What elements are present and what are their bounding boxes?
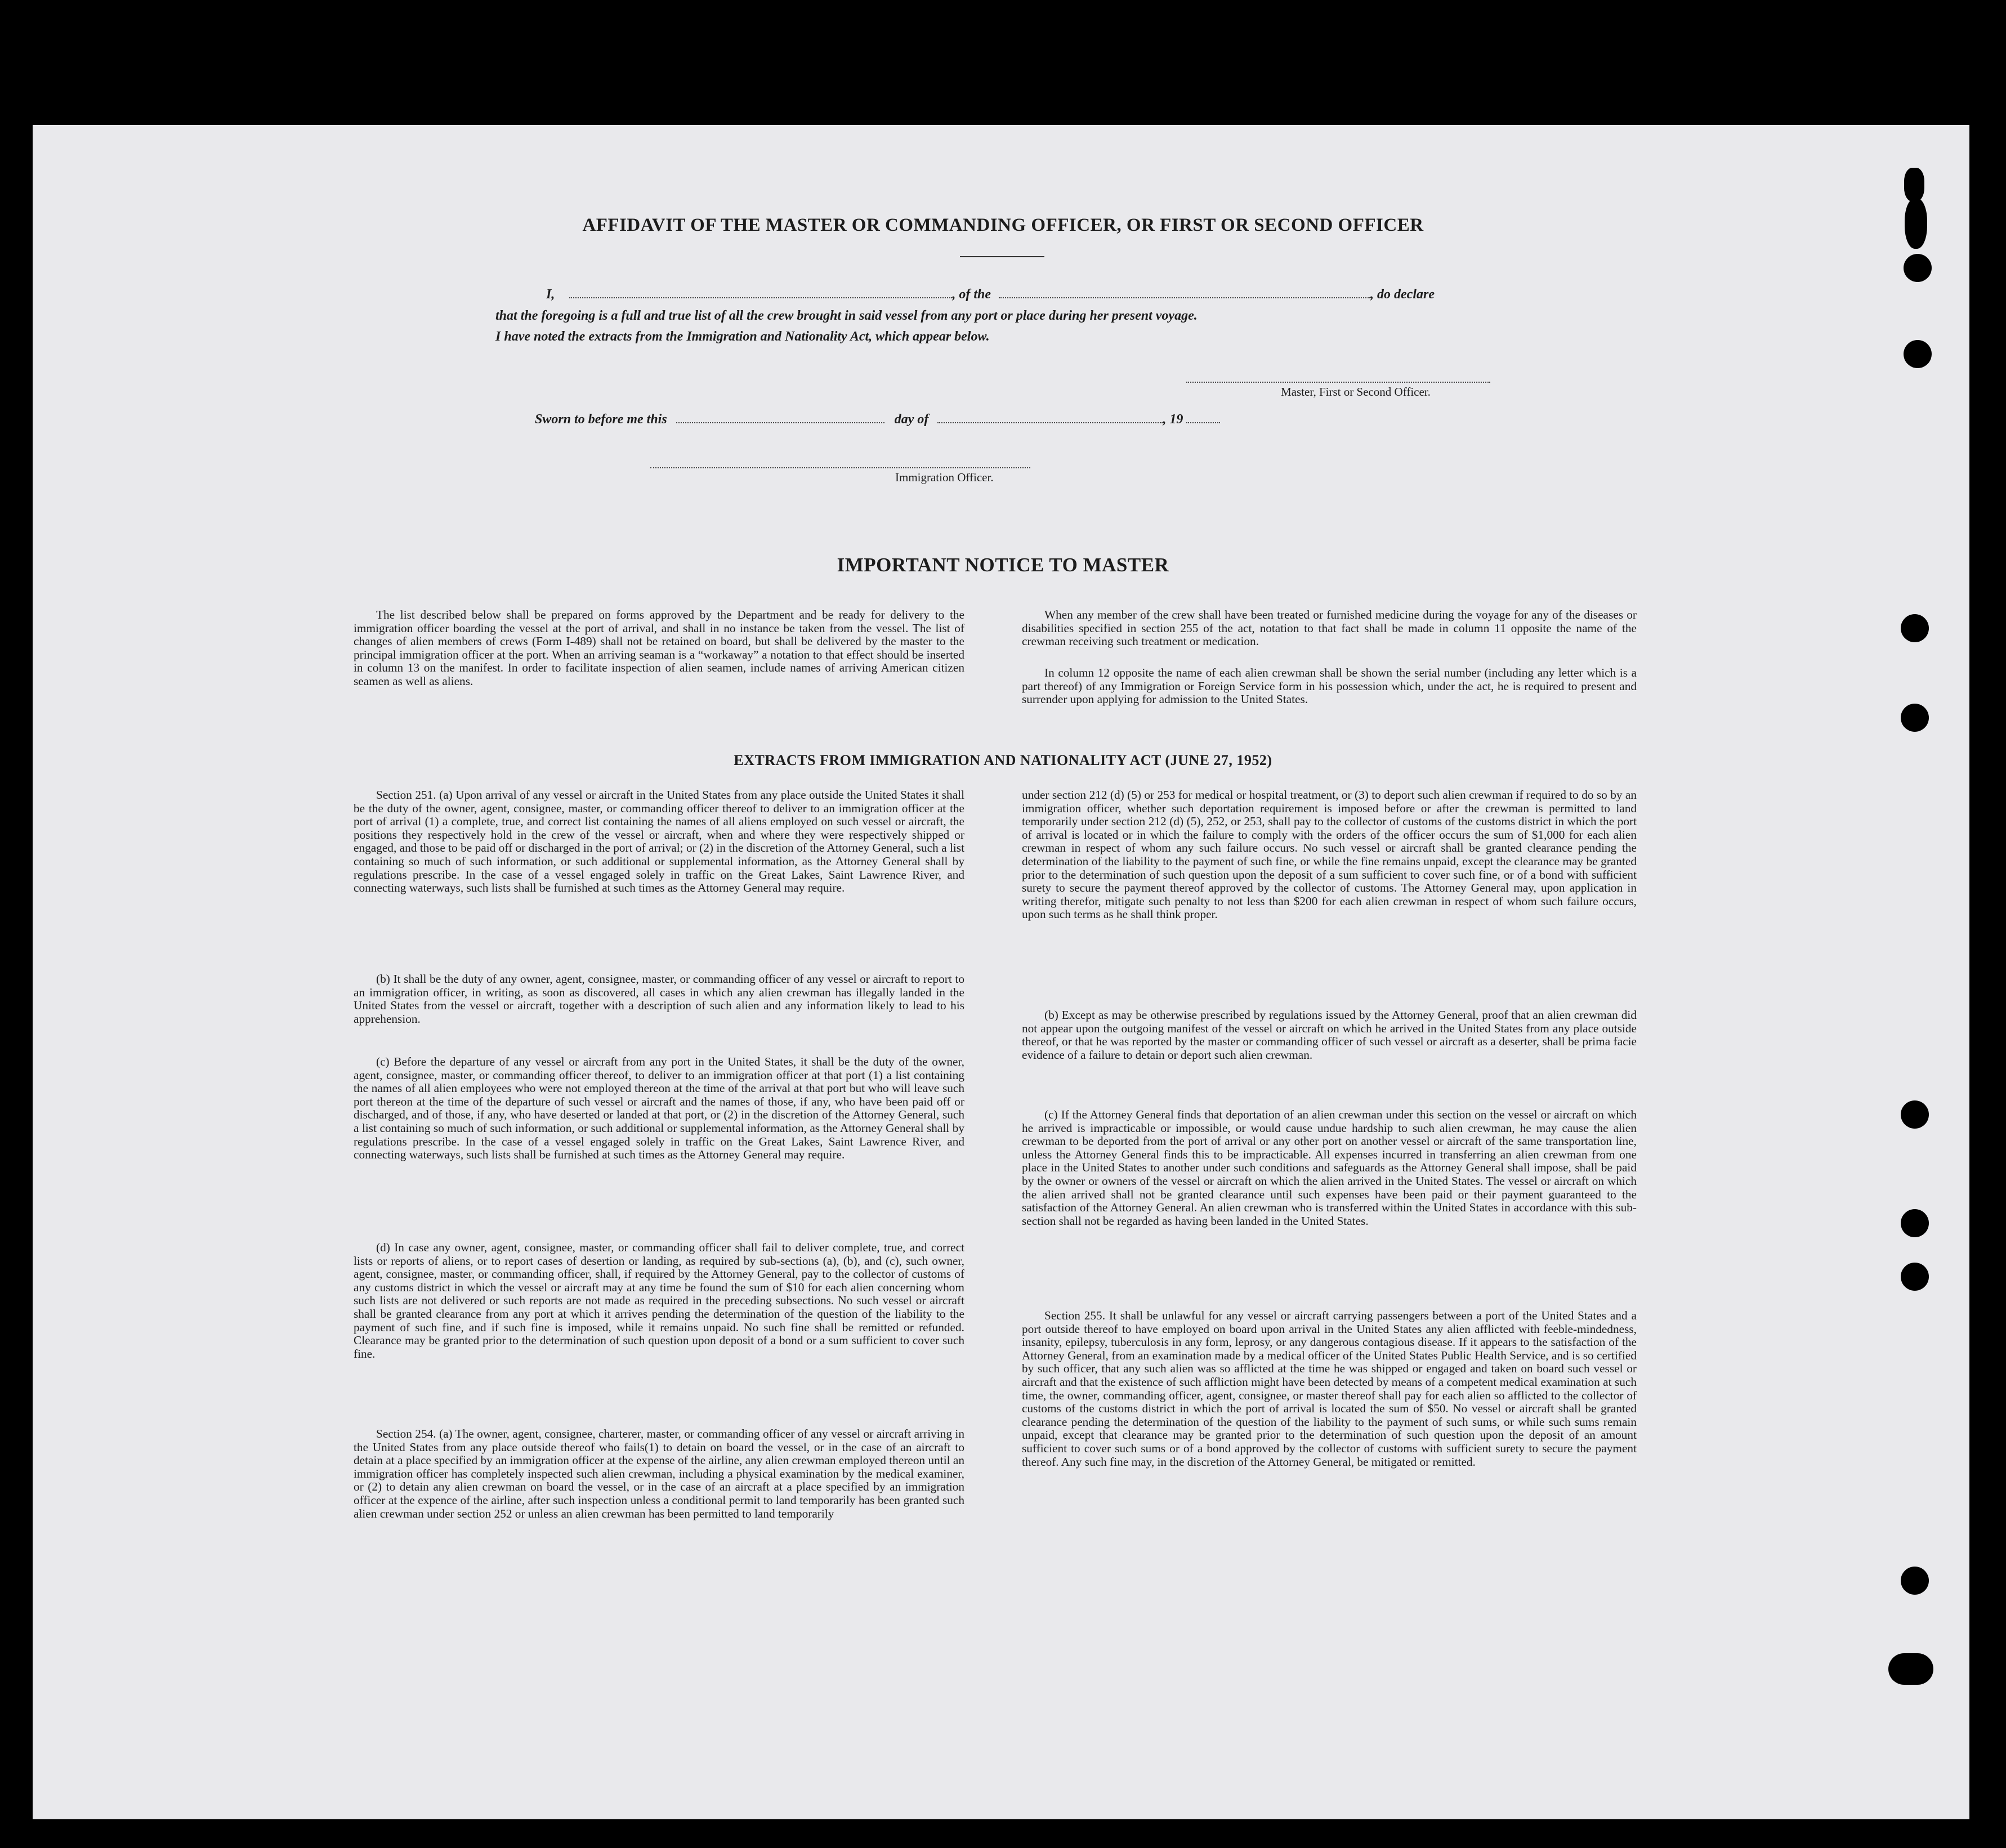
officer-signature-line[interactable] — [650, 467, 1030, 468]
i-label: I, — [546, 287, 555, 302]
binder-hole — [1901, 614, 1929, 642]
month-field[interactable] — [937, 422, 1163, 423]
of-the-label: , of the — [952, 287, 991, 302]
section-254-b: (b) Except as may be otherwise prescribed by regulations issued by the Attorney General, proof that an alien crewman did not appear upon the outgoing manifest of the vessel or aircraft on which he arrived in the United States from any place outside thereof, or that he was reported by the master or commanding officer of such vessel or aircraft as a deserter, shall be prima facie evidence of a failure to detain or deport such alien crewman. — [1022, 1008, 1637, 1062]
year-label: , 19 — [1163, 412, 1183, 427]
notice-right-paragraph-1: When any member of the crew shall have been treated or furnished medicine during the voyage for any of the diseases or disabilities specified in section 255 of the act, notation to that fact shall be made in column 11 opposite the name of the crewman receiving such treatment or medication. — [1022, 608, 1637, 648]
notice-left-paragraph: The list described below shall be prepared on forms approved by the Department and be ready for delivery to the immigration officer boarding the vessel at the port of arrival, and shall in no instance be taken from the vessel. The list of changes of alien members of crews (Form I-489) shall not be retained on board, but shall be delivered by the master to the principal immigration officer at the port. When an arriving seaman is a “workaway” a notation to that effect should be inserted in column 13 on the manifest. In order to facilitate inspection of alien seamen, include names of arriving American citizen seamen as well as aliens. — [354, 608, 964, 688]
binder-hole — [1904, 340, 1932, 368]
officer-signature-label: Immigration Officer. — [895, 471, 994, 484]
affidavit-line-2: that the foregoing is a full and true list of all the crew brought in said vessel from any port or place during her present voyage. — [495, 308, 1198, 323]
section-255: Section 255. It shall be unlawful for any vessel or aircraft carrying passengers between a port of the United States and a port outside thereof to have employed on board upon arrival in the United States any alien afflicted with feeble-mindedness, insanity, epilepsy, tuberculosis in any form, leprosy, or any dangerous contagious disease. If it appears to the satisfaction of the Attorney General, from an examination made by a medical officer of the United States Public Health Service, and is so certified by such officer, that any such alien was so afflicted at the time he was shipped or engaged and taken on board such vessel or aircraft and that the existence of such affliction might have been detected by means of a competent medical examination at such time, the owner, commanding officer, agent, consignee, or master thereof shall pay for each alien so afflicted to the collector of customs of the customs district in which the port of arrival is located the sum of $50. No vessel or aircraft shall be granted clearance pending the determination of the question of the liability to the payment of such sums, or while such sums remain unpaid, except that clearance may be granted prior to the determination of such question upon the deposit of an amount sufficient to cover such sums or of a bond approved by the collector of customs with sufficient surety to secure the payment thereof. Any such fine may, in the discretion of the Attorney General, be mitigated or remitted. — [1022, 1309, 1637, 1469]
vessel-field[interactable] — [999, 297, 1370, 298]
day-of-label: day of — [894, 412, 929, 427]
binder-hole — [1901, 704, 1929, 732]
section-251-d: (d) In case any owner, agent, consignee, master, or commanding officer shall fail to deliver complete, true, and correct lists or reports of aliens, or to report cases of desertion or landing, as required by sub-sections (a), (b), and (c), such owner, agent, consignee, master, or commanding officer, shall, if required by the Attorney General, pay to the collector of customs of any customs district in which the vessel or aircraft may at any time be found the sum of $10 for each alien concerning whom such lists are not delivered or such reports are not made as required in the preceding subsections. No such vessel or aircraft shall be granted clearance from any port at which it arrives pending the determination of the question of the liability to the payment of such fine, and if such fine is imposed, while it remains unpaid. No such fine shall be remitted or refunded. Clearance may be granted prior to the determination of such question upon deposit of a bond or a sum sufficient to cover such fine. — [354, 1241, 964, 1361]
affidavit-line-3: I have noted the extracts from the Immigration and Nationality Act, which appear below. — [495, 329, 990, 344]
binder-hole — [1901, 1100, 1929, 1129]
affidavit-title: AFFIDAVIT OF THE MASTER OR COMMANDING OFFICER, OR FIRST OR SECOND OFFICER — [582, 215, 1424, 235]
section-254-c: (c) If the Attorney General finds that deportation of an alien crewman under this section on the vessel or aircraft on which he arrived is impracticable or impossible, or would cause undue hardship to such alien crewman, he may cause the alien crewman to be deported from the port of arrival or any other port on another vessel or aircraft of the same transportation line, unless the Attorney General finds this to be impracticable. All expenses incurred in transferring an alien crewman from one place in the United States to another under such conditions and safeguards as the Attorney General shall impose, shall be paid by the owner or owners of the vessel or aircraft on which the alien arrived in the United States. The vessel or aircraft on which the alien arrived shall not be granted clearance until such expenses have been paid or their payment guaranteed to the satisfaction of the Attorney General. An alien crewman who is transferred within the United States in accordance with this sub-section shall not be regarded as having been landed in the United States. — [1022, 1108, 1637, 1228]
day-field[interactable] — [676, 422, 884, 423]
binder-hole — [1901, 1567, 1929, 1595]
form-sheet — [33, 125, 1969, 1819]
master-signature-line[interactable] — [1186, 382, 1490, 383]
section-251-b: (b) It shall be the duty of any owner, agent, consignee, master, or commanding officer of any vessel or aircraft to report to an immigration officer, in writing, as soon as discovered, all cases in which any alien crewman has illegally landed in the United States from the vessel or aircraft, together with a description of such alien and any information likely to lead to his apprehension. — [354, 972, 964, 1026]
binder-hole — [1904, 168, 1924, 202]
master-signature-label: Master, First or Second Officer. — [1281, 385, 1431, 399]
binder-hole — [1888, 1653, 1933, 1685]
year-field[interactable] — [1186, 422, 1220, 423]
sworn-label: Sworn to before me this — [535, 412, 667, 427]
section-251-a: Section 251. (a) Upon arrival of any vessel or aircraft in the United States from any place outside the United States it shall be the duty of the owner, agent, consignee, master, or commanding officer thereof to deliver to an immigration officer at the port of arrival (1) a complete, true, and correct list containing the names of all aliens employed on such vessel or aircraft, the positions they respectively hold in the crew of the vessel or aircraft, when and where they were respectively shipped or engaged, and those to be paid off or discharged in the port of arrival; or (2) in the discretion of the Attorney General, such a list containing so much of such information, or such additional or supplemental information, as the Attorney General shall by regulations prescribe. In the case of a vessel engaged solely in traffic on the Great Lakes, Saint Lawrence River, and connecting waterways, such lists shall be furnished at such times as the Attorney General may require. — [354, 788, 964, 895]
notice-right-paragraph-2: In column 12 opposite the name of each alien crewman shall be shown the serial number (including any letter which is a part thereof) of any Immigration or Foreign Service form in his possession which, under the act, he is required to present and surrender upon applying for admission to the United States. — [1022, 666, 1637, 706]
notice-title: IMPORTANT NOTICE TO MASTER — [837, 554, 1169, 576]
name-field[interactable] — [569, 297, 952, 298]
binder-hole — [1901, 1209, 1929, 1237]
affidavit-declaration-line — [495, 287, 1495, 302]
do-declare-label: , do declare — [1370, 287, 1435, 302]
extracts-title: EXTRACTS FROM IMMIGRATION AND NATIONALITY ACT (JUNE 27, 1952) — [734, 752, 1272, 768]
binder-hole — [1904, 254, 1932, 282]
sworn-line — [535, 412, 1323, 427]
section-251-c: (c) Before the departure of any vessel or aircraft from any port in the United States, it shall be the duty of the owner, agent, consignee, master, or commanding officer thereof, to deliver to an immigration officer at that port (1) a list containing the names of all alien employees who were not employed thereon at the time of the arrival at that port but who will leave such port thereon at the time of the departure of such vessel or aircraft and the names of those, if any, who have been paid off or discharged, and of those, if any, who have deserted or landed at that port, or (2) in the discretion of the Attorney General, such a list containing so much of such information, or such additional or supplemental information, as the Attorney General shall by regulations prescribe. In the case of a vessel engaged solely in traffic on the Great Lakes, Saint Lawrence River, and connecting waterways, such lists shall be furnished at such times as the Attorney General may require. — [354, 1055, 964, 1162]
section-254-a-continued: under section 212 (d) (5) or 253 for medical or hospital treatment, or (3) to deport such alien crewman if required to do so by an immigration officer, whether such deportation requirement is imposed before or after the crewman is permitted to land temporarily under section 212 (d) (5), 252, or 253, shall pay to the collector of customs of the customs district in which the port of arrival is located or in which the failure to comply with the orders of the officer occurs the sum of $1,000 for each alien crewman in respect of whom any such failure occurs. No such vessel or aircraft shall be granted clearance pending the determination of the liability to the payment of such fine, or while the fine remains unpaid, except the clearance may be granted prior to the determination of such question upon the deposit of a sum sufficient to cover such fine, or of a bond with sufficient surety to secure the payment thereof approved by the collector of customs. The Attorney General may, upon application in writing therefor, mitigate such penalty to not less than $200 for each alien crewman in respect of whom such failure occurs, upon such terms as he shall think proper. — [1022, 788, 1637, 921]
binder-hole — [1901, 1263, 1929, 1291]
section-254-a: Section 254. (a) The owner, agent, consignee, charterer, master, or commanding officer of any vessel or aircraft arriving in the United States from any place outside thereof who fails(1) to detain on board the vessel, or in the case of an aircraft to detain at a place specified by an immigration officer at the expense of the airline, any alien crewman employed thereon until an immigration officer has completely inspected such alien crewman, including a physical examination by the medical examiner, or (2) to detain any alien crewman on board the vessel, or in the case of an aircraft at a place specified by an immigration officer at the expence of the airline, after such inspection unless a conditional permit to land temporarily has been granted such alien crewman under section 252 or unless an alien crewman has been permitted to land temporarily — [354, 1427, 964, 1520]
title-rule — [960, 256, 1044, 257]
